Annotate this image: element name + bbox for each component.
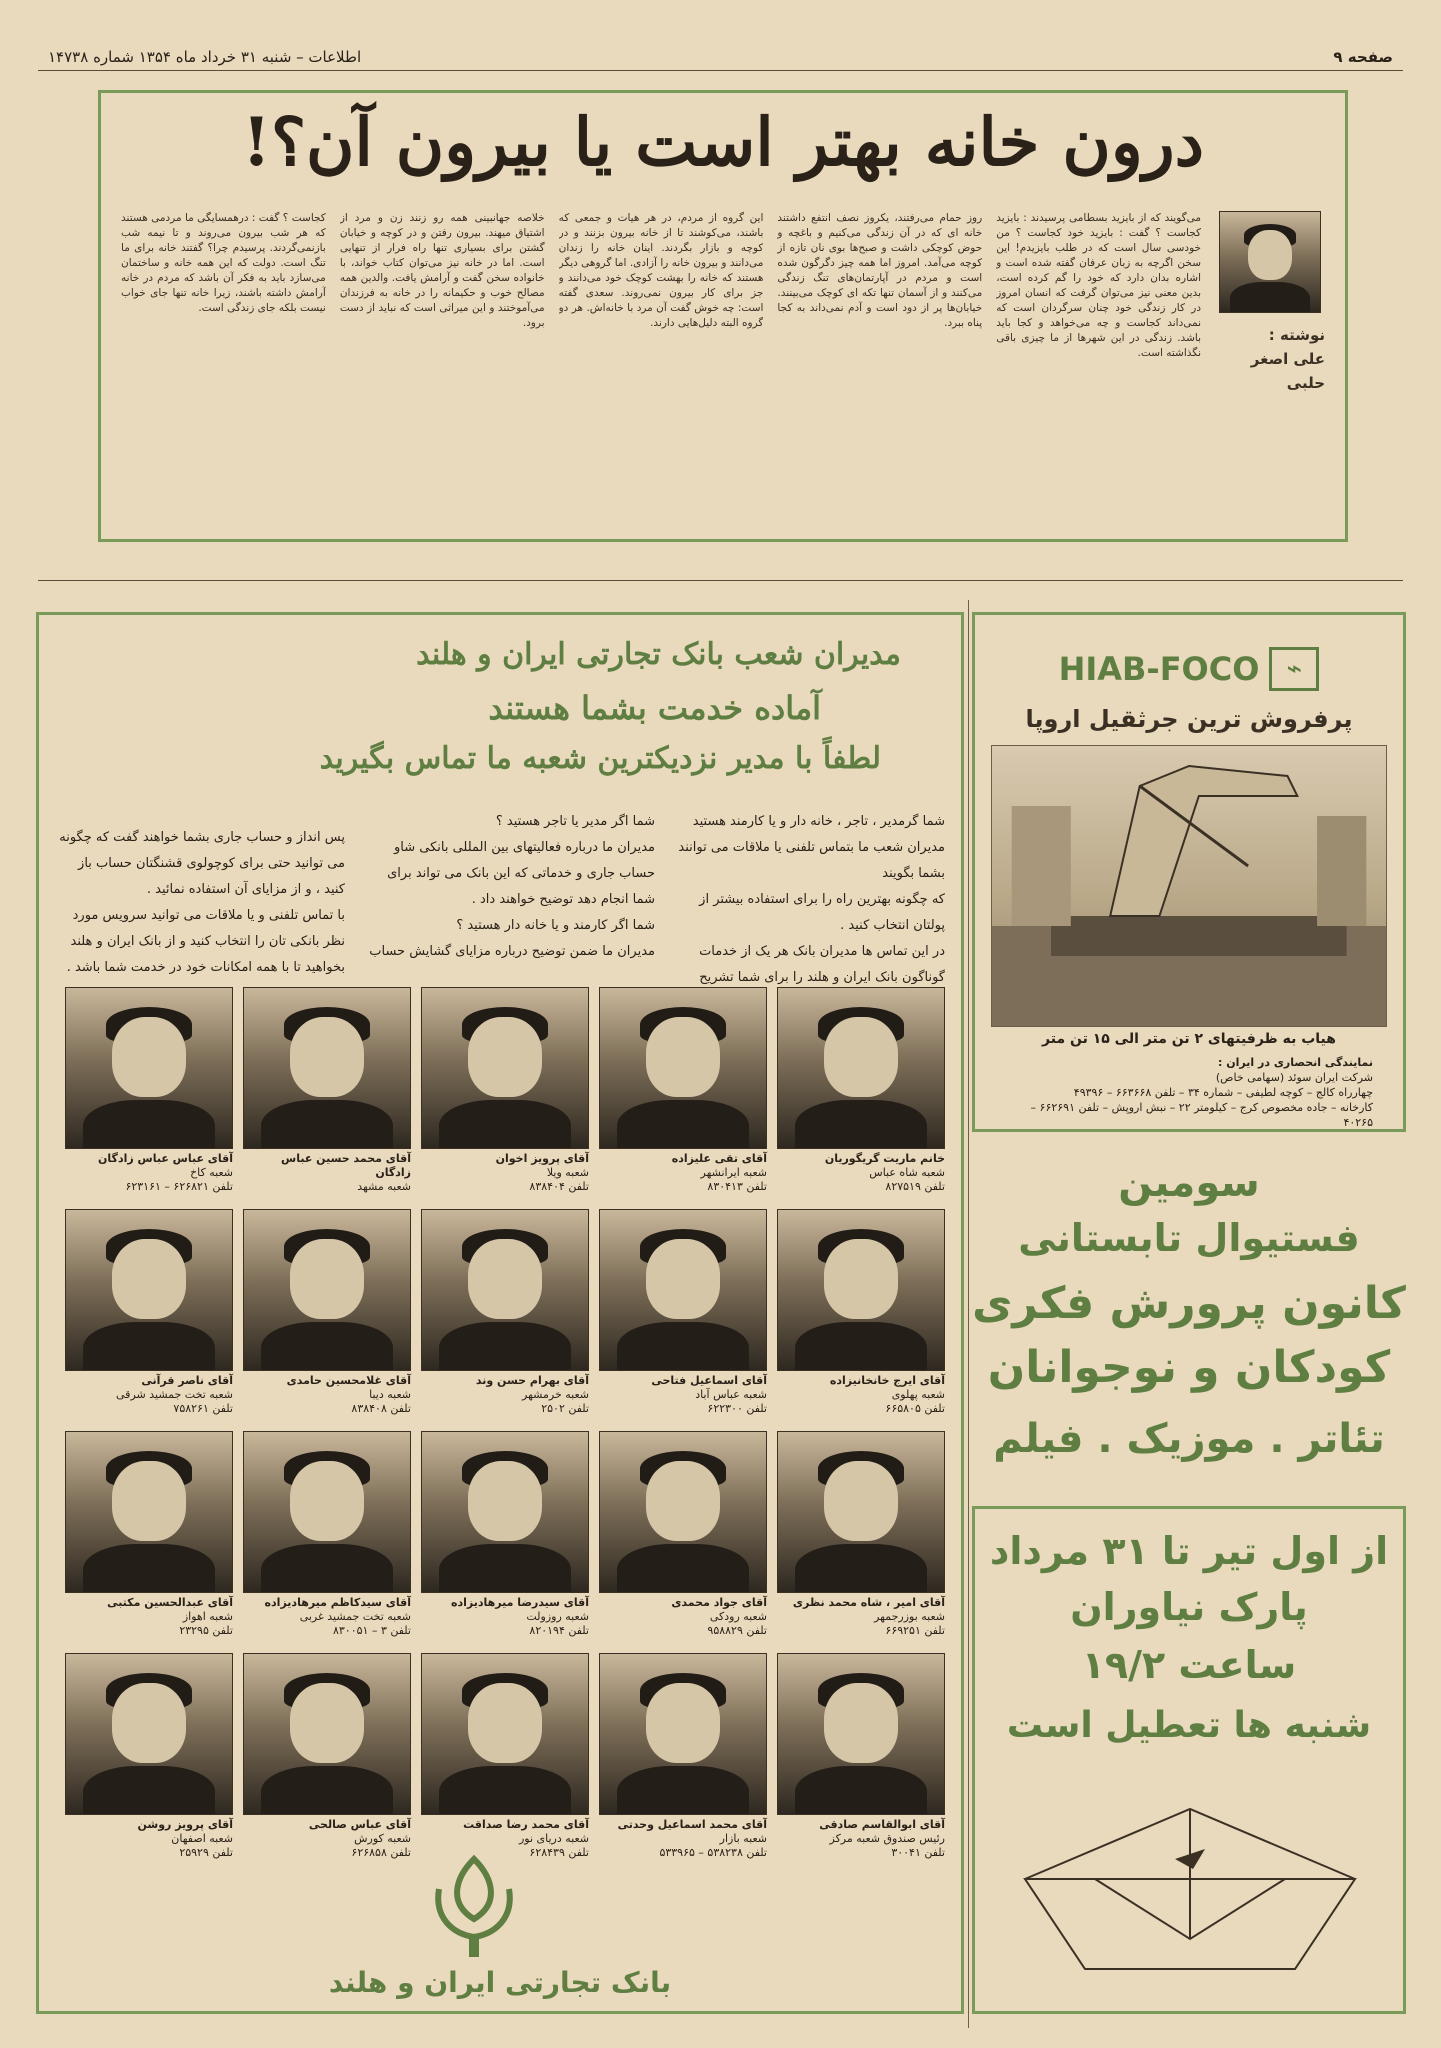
manager-phone: تلفن ۷۵۸۲۶۱ (173, 1402, 233, 1415)
page-header (48, 48, 1393, 70)
manager-branch: شعبه بازار (719, 1832, 767, 1845)
author-byline (1215, 323, 1325, 395)
festival-line-4: کودکان و نوجوانان (987, 1342, 1391, 1393)
manager-card (67, 1653, 233, 1860)
intro-right-3: که چگونه بهترین راه را برای استفاده بیشتر از پولتان انتخاب کنید . (699, 892, 945, 933)
manager-phone: تلفن ۶۲۶۸۲۱ – ۶۲۳۱۶۱ (125, 1180, 233, 1193)
crane-photo (991, 745, 1387, 1027)
manager-card (601, 1653, 767, 1860)
article-columns (121, 211, 1325, 529)
manager-branch: شعبه دریای نور (518, 1832, 589, 1845)
manager-name: آقای عبدالحسین مکتبی (107, 1596, 233, 1609)
manager-photo (243, 1209, 411, 1371)
author-photo (1219, 211, 1321, 313)
manager-name: آقای محمد رضا صداقت (463, 1818, 589, 1831)
manager-phone: تلفن ۹۵۸۸۲۹ (707, 1624, 767, 1637)
manager-photo (777, 1431, 945, 1593)
page-number: صفحه ۹ (1333, 48, 1393, 66)
manager-branch: شعبه تخت جمشید غربی (299, 1610, 411, 1623)
manager-card (601, 987, 767, 1194)
manager-name: آقای تقی علیزاده (671, 1152, 767, 1165)
manager-name: آقای محمد حسین عباس زادگان (281, 1152, 411, 1179)
manager-card (779, 987, 945, 1194)
rep-line-4: کارخانه – جاده مخصوص کرج – کیلومتر ۲۲ – نبش اروپش – تلفن ۶۶۲۶۹۱ – ۴۰۲۶۵ (1030, 1101, 1373, 1129)
manager-photo (421, 1653, 589, 1815)
manager-phone: تلفن ۲۳۲۹۵ (179, 1624, 233, 1637)
manager-name: آقای ناصر قرآنی (141, 1374, 233, 1387)
manager-photo (599, 1209, 767, 1371)
manager-name: آقای پرویز اخوان (495, 1152, 589, 1165)
festival-line-3: کانون پرورش فکری (972, 1278, 1406, 1329)
manager-card (601, 1431, 767, 1638)
manager-phone: تلفن ۵۳۸۲۳۸ – ۵۳۳۹۶۵ (659, 1846, 767, 1859)
manager-card (423, 987, 589, 1194)
manager-phone: تلفن ۶۶۹۲۵۱ (885, 1624, 945, 1637)
manager-name: آقای محمد اسماعیل وحدتی (617, 1818, 767, 1831)
manager-name: آقای بهرام حسن وند (475, 1374, 589, 1387)
bank-name: بانک تجارتی ایران و هلند (328, 1966, 672, 1999)
hiab-caption: هیاب به ظرفیتهای ۲ تن متر الی ۱۵ تن متر (1042, 1031, 1336, 1047)
manager-photo (599, 987, 767, 1149)
manager-photo (243, 987, 411, 1149)
manager-card (245, 1431, 411, 1638)
manager-branch: شعبه دیبا (369, 1388, 411, 1401)
manager-card (67, 987, 233, 1194)
bank-intro-right (675, 809, 945, 1017)
festival-ad (972, 1150, 1406, 1490)
manager-photo (599, 1653, 767, 1815)
manager-name: آقای سیدکاظم میرهادیزاده (264, 1596, 411, 1609)
hiab-mark-icon: ⌁ (1269, 647, 1319, 691)
festival-line-1: سومین (1118, 1160, 1260, 1206)
author-label: نوشته : (1268, 326, 1325, 344)
manager-phone: تلفن ۲۵۹۲۹ (179, 1846, 233, 1859)
manager-phone: تلفن ۸۲۷۵۱۹ (885, 1180, 945, 1193)
author-name: علی اصغر حلبی (1250, 350, 1325, 392)
rep-line-1: نمایندگی انحصاری در ایران : (1218, 1056, 1373, 1069)
hiab-logo (1045, 645, 1333, 693)
manager-name: آقای ابوالقاسم صادقی (819, 1818, 945, 1831)
manager-card (779, 1431, 945, 1638)
article-column-1: می‌گویند که از بایزید بسطامی پرسیدند : بایزید کجاست ؟ گفت : بایزید خود کجاست ؟ من خودسی سال است که در طلب بایزیدم! این سخن اگرچه به زبان عرفان گفته شده است و اشاره بدان دارد که خود را گم کرده است، بدین معنی نیز می‌توان گرفت که انسان امروز در کار زندگی خود چنان سرگردان است که نمی‌داند کجاست و چه می‌خواهد و کجا باید باشد. زندگی در این شهرها از ما چیزی باقی نگذاشته است. (996, 212, 1201, 359)
section-rule (38, 580, 1403, 581)
manager-name: آقای امیر ، شاه محمد نظری (792, 1596, 945, 1609)
hiab-tagline: پرفروش ترین جرثقیل اروپا (1025, 705, 1353, 733)
manager-photo (65, 1653, 233, 1815)
manager-phone: تلفن ۶۲۶۸۵۸ (351, 1846, 411, 1859)
manager-card (423, 1209, 589, 1416)
manager-phone: تلفن ۳۰۰۴۱ (891, 1846, 945, 1859)
festival-venue: پارک نیاوران (1070, 1585, 1308, 1629)
manager-phone: تلفن ۳ – ۸۳۰۰۵۱ (332, 1624, 411, 1637)
manager-phone: تلفن ۶۲۲۳۰۰ (707, 1402, 767, 1415)
manager-name: آقای غلامحسین حامدی (286, 1374, 411, 1387)
manager-name: خانم ماریت گریگوریان (824, 1152, 945, 1165)
manager-phone: تلفن ۸۳۰۴۱۳ (707, 1180, 767, 1193)
manager-branch: شعبه ویلا (546, 1166, 589, 1179)
manager-branch: شعبه خرمشهر (522, 1388, 589, 1401)
manager-name: آقای عباس عباس زادگان (98, 1152, 233, 1165)
manager-card (245, 1209, 411, 1416)
bank-title-2: آماده خدمت بشما هستند (488, 689, 821, 727)
manager-card (601, 1209, 767, 1416)
header-rule (38, 70, 1403, 71)
manager-photo (243, 1653, 411, 1815)
article-box (98, 90, 1348, 542)
manager-phone: تلفن ۸۳۸۴۰۸ (351, 1402, 411, 1415)
bank-title-1: مدیران شعب بانک تجارتی ایران و هلند (416, 637, 901, 672)
manager-card (67, 1431, 233, 1638)
manager-name: آقای ایرج خانخانیزاده (829, 1374, 945, 1387)
manager-photo (421, 1209, 589, 1371)
bank-logo (419, 1849, 529, 1959)
intro-mid-2: مدیران ما درباره فعالیتهای بین المللی بانکی شاو حساب جاری و خدماتی که این بانک می تواند برای شما انجام دهد توضیح خواهند داد . (387, 840, 655, 907)
column-divider (968, 600, 969, 2028)
intro-right-4: در این تماس ها مدیران بانک هر یک از خدمات گوناگون بانک ایران و هلند را برای شما تشریح (699, 944, 945, 985)
manager-branch: شعبه کاخ (190, 1166, 233, 1179)
manager-card (779, 1209, 945, 1416)
manager-name: آقای پرویز روشن (137, 1818, 233, 1831)
manager-branch: شعبه ایرانشهر (700, 1166, 767, 1179)
manager-branch: شعبه کورش (354, 1832, 411, 1845)
manager-card (245, 987, 411, 1194)
intro-left-2: با تماس تلفنی و یا ملاقات می توانید سرویس مورد نظر بانکی تان را انتخاب کنید و از بانک ایران و هلند بخواهید تا با همه امکانات خود در خدمت شما باشد . (66, 908, 345, 975)
manager-card (423, 1653, 589, 1860)
festival-closed: شنبه ها تعطیل است (1006, 1705, 1372, 1746)
rep-line-2: شرکت ایران سوئد (سهامی خاص) (1215, 1071, 1373, 1084)
festival-line-5: تئاتر . موزیک . فیلم (993, 1416, 1385, 1462)
manager-branch: شعبه اهواز (182, 1610, 233, 1623)
manager-phone: تلفن ۸۲۰۱۹۴ (529, 1624, 589, 1637)
festival-dates: از اول تیر تا ۳۱ مرداد (989, 1529, 1389, 1573)
article-column-4: خلاصه جهانبینی همه رو زنند زن و مرد از اشتیاق میهند. بیرون رفتن و در کوچه و خیابان گشتن برای بسیاری تنها راه فرار از تنهایی است. اما در خانه نیز می‌توان کتاب خواند، با خانواده سخن گفت و آرامش یافت. والدین همه مصالح خوب و حکیمانه را در خانه به فرزندان می‌آموختند و این میراثی است که نباید از دست برود. (339, 212, 545, 329)
article-column-3: این گروه از مردم، در هر هیات و جمعی که باشند، می‌کوشند تا از خانه بیرون بزنند و در کوچه و بازار بگردند. اینان خانه را زندان می‌دانند و بیرون خانه را آزادی. اما گروهی دیگر هستند که خانه را بهشت کوچک خود می‌دانند و جز برای کار بیرون نمی‌روند. سعدی گفته است: چه خوش گفت آن مرد با خانه‌اش. هر دو گروه البته دلیل‌هایی دارند. (558, 212, 764, 329)
intro-right-1: شما گرمدیر ، تاجر ، خانه دار و یا کارمند هستید (692, 814, 945, 829)
manager-phone: تلفن ۶۲۸۴۳۹ (529, 1846, 589, 1859)
manager-branch: شعبه پهلوی (891, 1388, 945, 1401)
intro-left-1: پس انداز و حساب جاری بشما خواهند گفت که چگونه می توانید حتی برای کوچولوی قشنگتان حساب باز کنید ، و از مزایای آن استفاده نمائید . (59, 830, 345, 897)
intro-mid-3: شما اگر کارمند و یا خانه دار هستید ؟ (456, 918, 655, 933)
manager-photo (421, 987, 589, 1149)
paper-boat-icon (1015, 1789, 1365, 1989)
bank-title-3: لطفاً با مدیر نزدیکترین شعبه ما تماس بگیرید (319, 741, 881, 776)
festival-time: ساعت ۱۹/۲ (1081, 1643, 1297, 1687)
manager-branch: شعبه روزولت (526, 1610, 589, 1623)
intro-mid-4: مدیران ما ضمن توضیح درباره مزایای گشایش حساب (369, 944, 655, 959)
manager-photo (599, 1431, 767, 1593)
manager-photo (243, 1431, 411, 1593)
festival-date-box (972, 1506, 1406, 2014)
manager-branch: شعبه شاه عباس (869, 1166, 945, 1179)
manager-card (67, 1209, 233, 1416)
manager-photo (65, 987, 233, 1149)
manager-branch: شعبه بوزرجمهر (874, 1610, 945, 1623)
manager-photo (777, 987, 945, 1149)
manager-name: آقای جواد محمدی (671, 1596, 767, 1609)
manager-phone: تلفن ۶۶۵۸۰۵ (885, 1402, 945, 1415)
manager-phone: تلفن ۸۳۸۴۰۴ (529, 1180, 589, 1193)
manager-photo (777, 1653, 945, 1815)
manager-branch: شعبه تخت جمشید شرقی (116, 1388, 233, 1401)
manager-branch: شعبه اصفهان (171, 1832, 233, 1845)
rep-line-3: چهارراه کالج – کوچه لطیفی – شماره ۳۴ – تلفن ۶۶۳۶۶۸ – ۴۹۳۹۶ (1073, 1086, 1373, 1099)
intro-mid-1: شما اگر مدیر یا تاجر هستید ؟ (495, 814, 655, 829)
manager-branch: شعبه مشهد (357, 1180, 411, 1193)
hiab-ad (972, 612, 1406, 1132)
intro-right-2: مدیران شعب ما بتماس تلفنی یا ملاقات می توانند بشما بگویند (678, 840, 945, 881)
manager-branch: شعبه رودکی (709, 1610, 767, 1623)
manager-name: آقای سیدرضا میرهادیزاده (450, 1596, 589, 1609)
article-headline: درون خانه بهتر است یا بیرون آن؟! (241, 103, 1205, 181)
manager-card (245, 1653, 411, 1860)
manager-branch: رئیس صندوق شعبه مرکز (829, 1832, 945, 1845)
bank-intro-left (55, 825, 345, 981)
article-column-5: کجاست ؟ گفت : درهمسایگی ما مردمی هستند که هر شب بیرون می‌روند و تا نیمه شب بازنمی‌گردند. پرسیدم چرا؟ گفتند خانه برای ما تنگ است. دولت که این همه خانه و ساختمان می‌سازد باید به فکر آن باشد که مردم در خانه آرامش داشته باشند، زیرا خانه تنها جای خواب نیست بلکه جای زندگی است. (121, 212, 326, 314)
dateline: اطلاعات – شنبه ۳۱ خرداد ماه ۱۳۵۴ شماره ۱۴۷۳۸ (48, 48, 362, 66)
manager-photo (65, 1431, 233, 1593)
festival-line-2: فستیوال تابستانی (1018, 1216, 1360, 1260)
bank-intro-mid (365, 809, 655, 965)
hiab-representative (1005, 1055, 1373, 1130)
author-column (1215, 211, 1325, 529)
manager-photo (777, 1209, 945, 1371)
manager-branch: شعبه عباس آباد (695, 1388, 767, 1401)
manager-card (779, 1653, 945, 1860)
bank-ad (36, 612, 964, 2014)
manager-name: آقای عباس صالحی (308, 1818, 411, 1831)
hiab-brand: HIAB-FOCO (1058, 650, 1260, 688)
crane-illustration (992, 746, 1386, 1026)
manager-photo (421, 1431, 589, 1593)
article-column-2: روز حمام می‌رفتند، یکروز نصف انتفع داشتند خانه ای که در آن زندگی می‌کنیم و باغچه و حوض کوچکی داشت و صبح‌ها بوی نان تازه از کوچه می‌آمد. امروز اما همه چیز دگرگون شده است و مردم در آپارتمان‌های تنگ زندگی می‌کنند و از آسمان تنها تکه ای کوچک می‌بینند. خیابان‌ها پر از دود است و آدم نمی‌داند به کجا پناه ببرد. (777, 212, 983, 329)
manager-phone: تلفن ۲۵۰۲ (541, 1402, 589, 1415)
manager-card (423, 1431, 589, 1638)
manager-name: آقای اسماعیل فتاحی (651, 1374, 767, 1387)
manager-photo (65, 1209, 233, 1371)
